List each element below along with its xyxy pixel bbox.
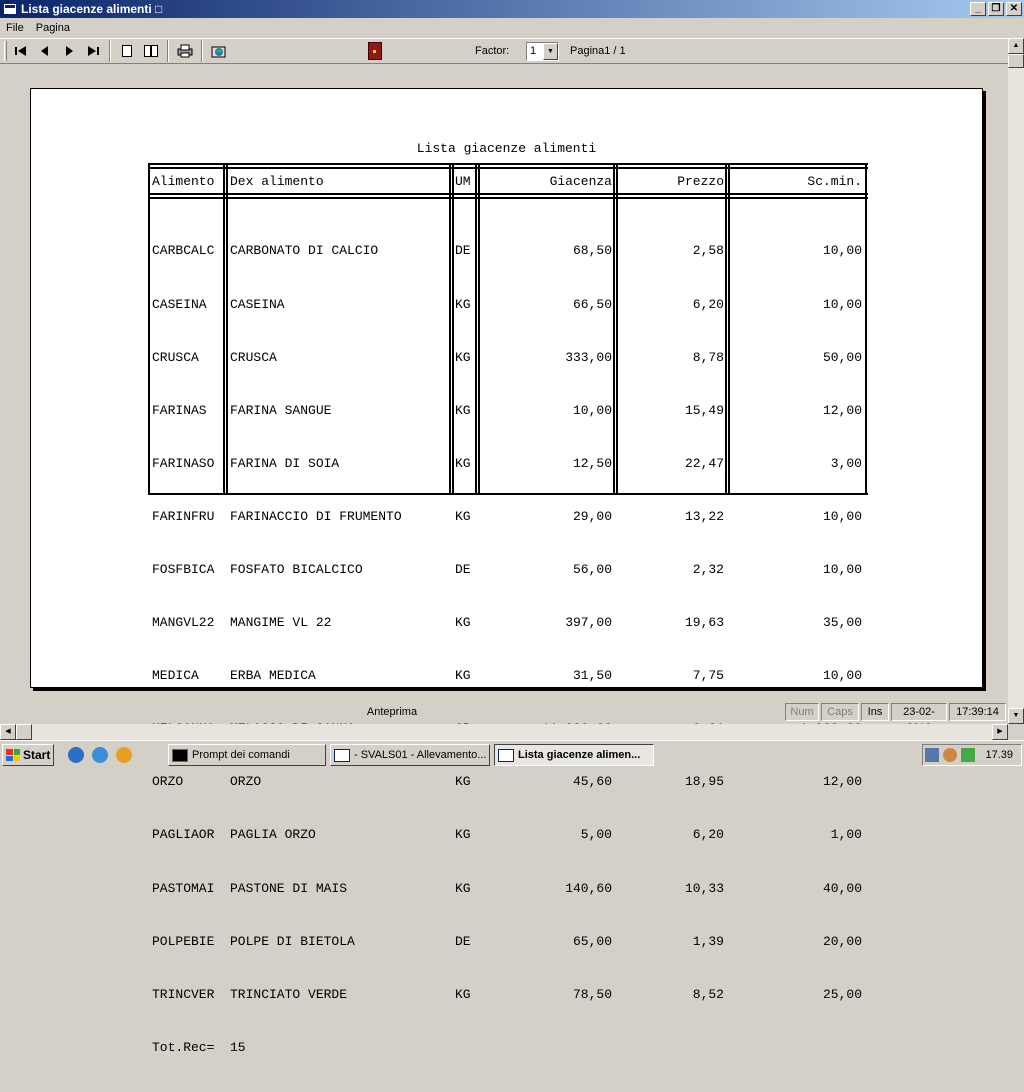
table-cell: FOSFATO BICALCICO xyxy=(230,561,363,577)
single-page-icon[interactable] xyxy=(115,40,139,62)
table-cell: 56,00 xyxy=(572,561,612,577)
media-player-icon[interactable] xyxy=(116,747,132,763)
last-page-icon[interactable] xyxy=(81,40,105,62)
header-prezzo: Prezzo xyxy=(677,174,724,189)
table-cell: PASTONE DI MAIS xyxy=(230,880,348,896)
table-cell: 10,00 xyxy=(822,243,862,259)
table-cell: 10,00 xyxy=(822,668,862,684)
toolbar-separator xyxy=(167,40,169,62)
table-cell: ERBA MEDICA xyxy=(230,668,316,684)
table-cell: 333,00 xyxy=(565,349,612,365)
table-cell: 29,00 xyxy=(572,508,612,524)
status-time-label: 17:39:14 xyxy=(956,706,999,718)
table-cell: FARINAS xyxy=(152,402,207,418)
column-values-prezzo xyxy=(620,207,724,1039)
table-cell: 78,50 xyxy=(572,986,612,1002)
table-cell: 6,20 xyxy=(692,827,724,843)
scroll-thumb[interactable] xyxy=(16,724,32,740)
factor-select[interactable] xyxy=(526,42,559,61)
task-prompt[interactable] xyxy=(168,744,326,766)
scroll-left-icon[interactable]: ◀ xyxy=(0,724,16,740)
table-cell: 8,78 xyxy=(692,349,724,365)
table-cell: 19,63 xyxy=(684,615,724,631)
table-cell: 12,00 xyxy=(822,402,862,418)
table-cell: 25,00 xyxy=(822,986,862,1002)
toolbar-grip[interactable] xyxy=(4,41,7,61)
tray-app-icon[interactable] xyxy=(943,748,957,762)
table-cell: 12,00 xyxy=(822,774,862,790)
table-cell: KG xyxy=(455,668,471,684)
table-cell: 15,49 xyxy=(684,402,724,418)
table-cell: 18,95 xyxy=(684,774,724,790)
header-rule xyxy=(148,193,868,195)
window-icon xyxy=(334,749,350,762)
table-cell: 12,50 xyxy=(572,455,612,471)
header-dex-alimento: Dex alimento xyxy=(230,174,324,189)
console-icon xyxy=(172,749,188,762)
window-icon xyxy=(498,749,514,762)
scroll-down-icon[interactable]: ▼ xyxy=(1008,708,1024,724)
task-lista-giacenze[interactable] xyxy=(494,744,654,766)
table-cell: FARINASO xyxy=(152,455,215,471)
ie-icon[interactable] xyxy=(92,747,108,763)
table-cell: DE xyxy=(455,243,471,259)
status-caps-label: Caps xyxy=(827,706,853,718)
print-icon[interactable] xyxy=(173,40,197,62)
table-cell: 140,60 xyxy=(565,880,612,896)
table-cell: FARINFRU xyxy=(152,508,215,524)
scroll-thumb[interactable] xyxy=(1008,54,1024,68)
header-rule xyxy=(148,163,868,165)
table-cell: 6,20 xyxy=(692,296,724,312)
network-icon[interactable] xyxy=(925,748,939,762)
table-cell: 3,00 xyxy=(830,455,862,471)
header-giacenza: Giacenza xyxy=(549,174,612,189)
header-rule xyxy=(148,167,868,169)
status-num-label: Num xyxy=(790,706,814,718)
table-cell: CASEINA xyxy=(152,296,207,312)
status-ins xyxy=(861,703,889,721)
table-cell: 8,52 xyxy=(692,986,724,1002)
close-button[interactable]: ✕ xyxy=(1006,2,1022,16)
table-cell: PASTOMAI xyxy=(152,880,215,896)
restore-button[interactable]: ❐ xyxy=(988,2,1004,16)
table-cell: 31,50 xyxy=(572,668,612,684)
table-cell: 10,00 xyxy=(822,508,862,524)
table-cell: 13,22 xyxy=(684,508,724,524)
table-cell: 397,00 xyxy=(565,615,612,631)
table-cell: KG xyxy=(455,827,471,843)
table-cell: KG xyxy=(455,986,471,1002)
start-button[interactable] xyxy=(2,744,54,766)
system-tray xyxy=(922,744,1022,766)
table-cell: 40,00 xyxy=(822,880,862,896)
table-cell: CRUSCA xyxy=(152,349,199,365)
table-cell: 10,33 xyxy=(684,880,724,896)
clock: 17.39 xyxy=(985,749,1013,761)
table-cell: TRINCIATO VERDE xyxy=(230,986,348,1002)
toolbar-separator xyxy=(201,40,203,62)
next-page-icon[interactable] xyxy=(57,40,81,62)
table-cell: 50,00 xyxy=(822,349,862,365)
table-cell: 5,00 xyxy=(580,827,612,843)
table-cell: CARBONATO DI CALCIO xyxy=(230,243,379,259)
status-time xyxy=(949,703,1006,721)
table-cell: POLPE DI BIETOLA xyxy=(230,933,355,949)
table-cell: KG xyxy=(455,349,471,365)
task-label: Prompt dei comandi xyxy=(192,749,290,761)
page-info: Pagina1 / 1 xyxy=(570,45,626,57)
factor-value: 1 xyxy=(530,45,537,57)
table-cell: KG xyxy=(455,615,471,631)
status-bar xyxy=(0,700,1008,724)
menu-bar xyxy=(0,18,1024,38)
table-cell: 1,39 xyxy=(692,933,724,949)
menu-file[interactable]: File xyxy=(6,22,24,34)
table-cell: FARINACCIO DI FRUMENTO xyxy=(230,508,402,524)
table-cell: MANGVL22 xyxy=(152,615,215,631)
table-cell: DE xyxy=(455,561,471,577)
table-cell: 66,50 xyxy=(572,296,612,312)
table-cell: 7,75 xyxy=(692,668,724,684)
table-cell: FOSFBICA xyxy=(152,561,215,577)
safe-remove-icon[interactable] xyxy=(961,748,975,762)
table-cell: CARBCALC xyxy=(152,243,215,259)
table-cell: 65,00 xyxy=(572,933,612,949)
table-cell: TRINCVER xyxy=(152,986,215,1002)
table-cell: CRUSCA xyxy=(230,349,277,365)
total-label: Tot.Rec= xyxy=(152,1039,215,1055)
factor-label: Factor: xyxy=(475,45,510,57)
table-cell: 35,00 xyxy=(822,615,862,631)
table-cell: PAGLIAOR xyxy=(152,827,215,843)
table-cell: KG xyxy=(455,880,471,896)
table-cell: 2,32 xyxy=(692,561,724,577)
menu-pagina[interactable]: Pagina xyxy=(35,22,70,34)
table-cell: 68,50 xyxy=(572,243,612,259)
header-rule xyxy=(148,197,868,199)
header-sc-min: Sc.min. xyxy=(807,174,862,189)
column-values-dex xyxy=(230,207,402,1092)
table-cell: 45,60 xyxy=(572,774,612,790)
task-label: Lista giacenze alimen... xyxy=(518,749,641,761)
table-cell: 20,00 xyxy=(822,933,862,949)
table-cell: 2,58 xyxy=(692,243,724,259)
column-values-alimento xyxy=(152,207,214,1092)
table-cell: ORZO xyxy=(230,774,262,790)
vertical-scrollbar[interactable] xyxy=(1008,38,1024,724)
chevron-down-icon[interactable]: ▼ xyxy=(543,43,558,60)
task-label: - SVALS01 - Allevamento... xyxy=(354,749,487,761)
table-cell: 10,00 xyxy=(822,296,862,312)
window-controls xyxy=(968,2,1022,16)
windows-logo-icon xyxy=(6,749,20,761)
total-value: 15 xyxy=(230,1039,246,1055)
table-cell: 10,00 xyxy=(822,561,862,577)
scroll-right-icon[interactable]: ▶ xyxy=(992,724,1008,740)
table-cell: KG xyxy=(455,455,471,471)
exit-icon[interactable] xyxy=(368,42,382,60)
table-cell: ORZO xyxy=(152,774,184,790)
scroll-up-icon[interactable]: ▲ xyxy=(1008,38,1024,54)
start-label: Start xyxy=(23,748,51,762)
header-alimento: Alimento xyxy=(152,174,215,189)
table-cell: KG xyxy=(455,402,471,418)
export-icon[interactable] xyxy=(207,40,231,62)
column-values-giacenza xyxy=(482,207,612,1039)
title-bar xyxy=(0,0,1024,18)
window-title: Lista giacenze alimenti □ xyxy=(21,2,163,16)
report-title: Lista giacenze alimenti xyxy=(416,141,597,156)
toolbar xyxy=(0,38,1008,64)
status-ins-label: Ins xyxy=(867,706,883,718)
first-page-icon[interactable] xyxy=(9,40,33,62)
table-cell: 22,47 xyxy=(684,455,724,471)
two-pages-icon[interactable] xyxy=(139,40,163,62)
table-cell: KG xyxy=(455,296,471,312)
status-num xyxy=(785,703,819,721)
status-text: Anteprima xyxy=(366,706,418,718)
table-cell: FARINA DI SOIA xyxy=(230,455,340,471)
table-cell: KG xyxy=(455,774,471,790)
header-um: UM xyxy=(455,174,471,189)
task-svals01[interactable] xyxy=(330,744,490,766)
table-cell: FARINA SANGUE xyxy=(230,402,332,418)
horizontal-scrollbar[interactable] xyxy=(0,724,1008,740)
table-cell: KG xyxy=(455,508,471,524)
column-values-sc-min xyxy=(732,207,862,1039)
table-cell: POLPEBIE xyxy=(152,933,215,949)
toolbar-separator xyxy=(109,40,111,62)
status-caps xyxy=(821,703,859,721)
table-cell: MANGIME VL 22 xyxy=(230,615,332,631)
minimize-button[interactable]: _ xyxy=(970,2,986,16)
table-cell: 10,00 xyxy=(572,402,612,418)
status-date-label: 23-02- xyxy=(903,706,935,718)
table-cell: MEDICA xyxy=(152,668,199,684)
desktop-icon[interactable] xyxy=(68,747,84,763)
table-cell: 1,00 xyxy=(830,827,862,843)
prev-page-icon[interactable] xyxy=(33,40,57,62)
status-date xyxy=(891,703,947,721)
table-cell: CASEINA xyxy=(230,296,285,312)
taskbar xyxy=(0,740,1024,768)
table-cell: DE xyxy=(455,933,471,949)
table-cell: PAGLIA ORZO xyxy=(230,827,316,843)
window-icon xyxy=(3,3,17,15)
